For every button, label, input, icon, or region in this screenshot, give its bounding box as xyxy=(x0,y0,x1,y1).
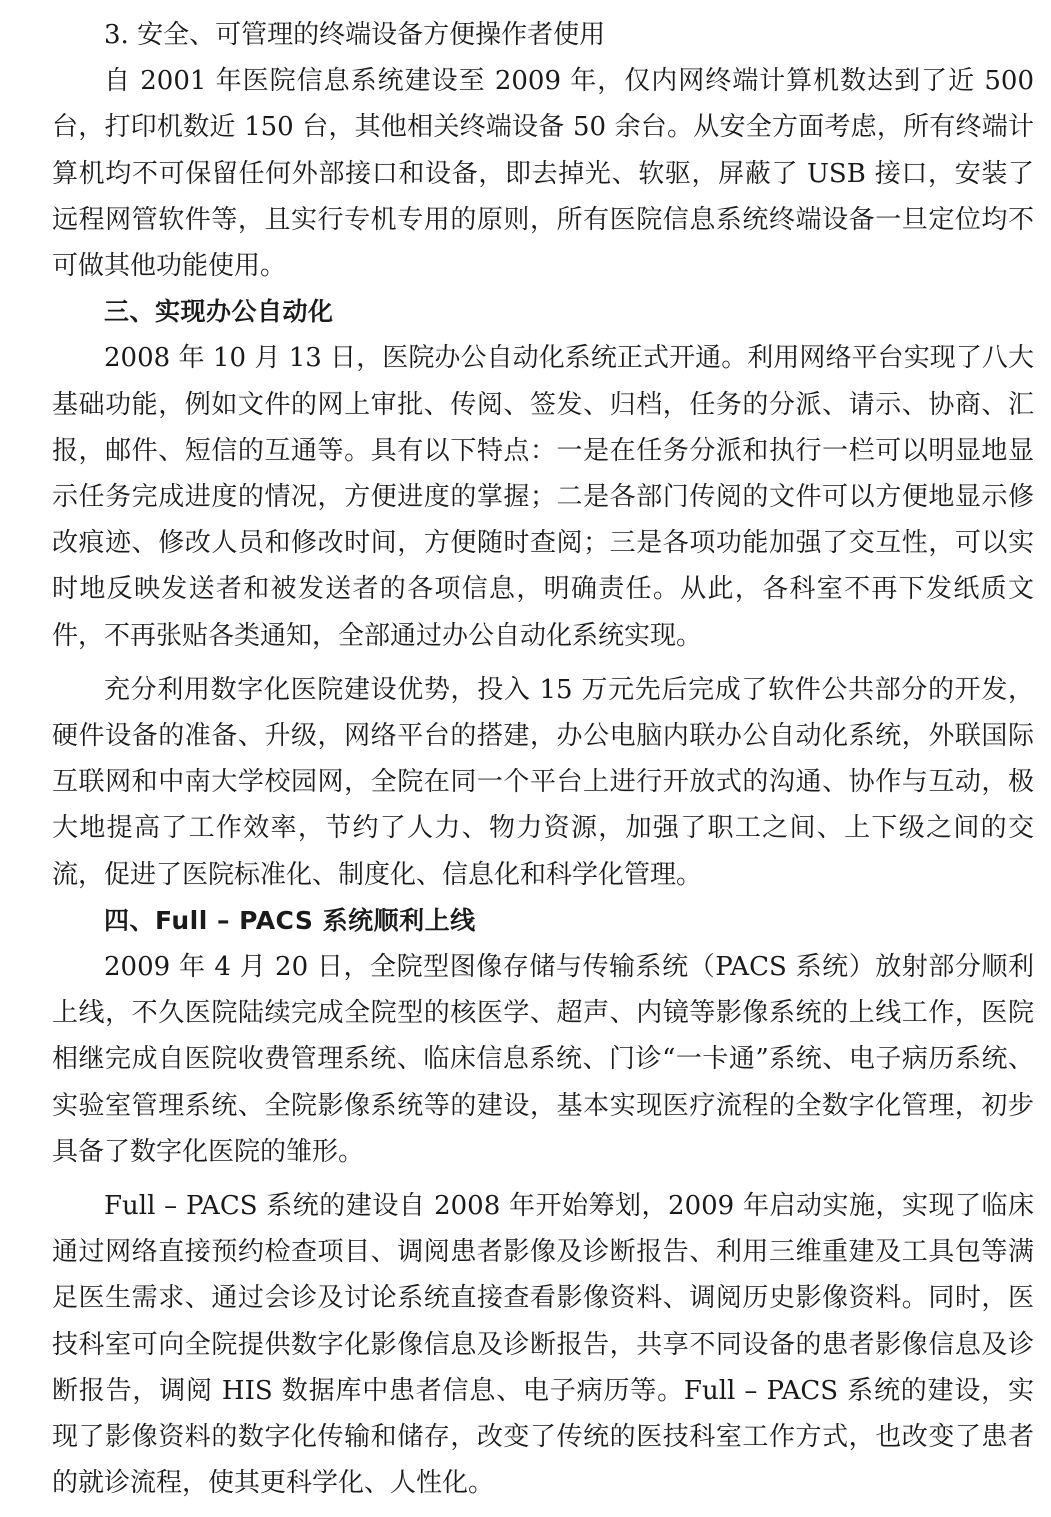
section-title-office-automation: 三、实现办公自动化 xyxy=(104,297,334,327)
section-title-pacs: 四、Full – PACS 系统顺利上线 xyxy=(104,905,476,935)
paragraph-pacs-2: Full – PACS 系统的建设自 2008 年开始筹划，2009 年启动实施，实现了临床通过网络直接预约检查项目、调阅患者影像及诊断报告、利用三维重建及工具包等满足医生需求、通过会诊及讨论系统直接查看影像资料、调阅历史影像资料。同时，医技科室可向全院提供数字化影像信息及诊断报告，共享不同设备的患者影像信息及诊断报告，调阅 HIS 数据库中患者信息、电子病历等。Full – PACS 系统的建设，实现了影像资料的数字化传输和储存，改变了传统的医技科室工作方式，也改变了患者的就诊流程，使其更科学化、人性化。 xyxy=(52,1191,1034,1499)
paragraph-pacs-1: 2009 年 4 月 20 日，全院型图像存储与传输系统（PACS 系统）放射部分顺利上线，不久医院陆续完成全院型的核医学、超声、内镜等影像系统的上线工作，医院相继完成自医院收费管理系统、临床信息系统、门诊“一卡通”系统、电子病历系统、实验室管理系统、全院影像系统等的建设，基本实现医疗流程的全数字化管理，初步具备了数字化医院的雏形。 xyxy=(52,952,1034,1167)
paragraph-office-automation-2: 充分利用数字化医院建设优势，投入 15 万元先后完成了软件公共部分的开发，硬件设备的准备、升级，网络平台的搭建，办公电脑内联办公自动化系统，外联国际互联网和中南大学校园网，全院在同一个平台上进行开放式的沟通、协作与互动，极大地提高了工作效率，节约了人力、物力资源，加强了职工之间、上下级之间的交流，促进了医院标准化、制度化、信息化和科学化管理。 xyxy=(52,674,1034,890)
paragraph-gap xyxy=(52,1175,1034,1183)
subheading-terminal-devices: 3. 安全、可管理的终端设备方便操作者使用 xyxy=(104,20,606,50)
paragraph-gap xyxy=(52,659,1034,667)
document-page xyxy=(52,12,1034,1507)
paragraph-terminal-devices: 自 2001 年医院信息系统建设至 2009 年，仅内网终端计算机数达到了近 500 台，打印机数近 150 台，其他相关终端设备 50 余台。从安全方面考虑，所有终端计算机均不可保留任何外部接口和设备，即去掉光、软驱，屏蔽了 USB 接口，安装了远程网管软件等，且实行专机专用的原则，所有医院信息系统终端设备一旦定位均不可做其他功能使用。 xyxy=(52,66,1034,282)
paragraph-office-automation-1: 2008 年 10 月 13 日，医院办公自动化系统正式开通。利用网络平台实现了八大基础功能，例如文件的网上审批、传阅、签发、归档，任务的分派、请示、协商、汇报，邮件、短信的互通等。具有以下特点：一是在任务分派和执行一栏可以明显地显示任务完成进度的情况，方便进度的掌握；二是各部门传阅的文件可以方便地显示修改痕迹、修改人员和修改时间，方便随时查阅；三是各项功能加强了交互性，可以实时地反映发送者和被发送者的各项信息，明确责任。从此，各科室不再下发纸质文件，不再张贴各类通知，全部通过办公自动化系统实现。 xyxy=(52,343,1034,651)
